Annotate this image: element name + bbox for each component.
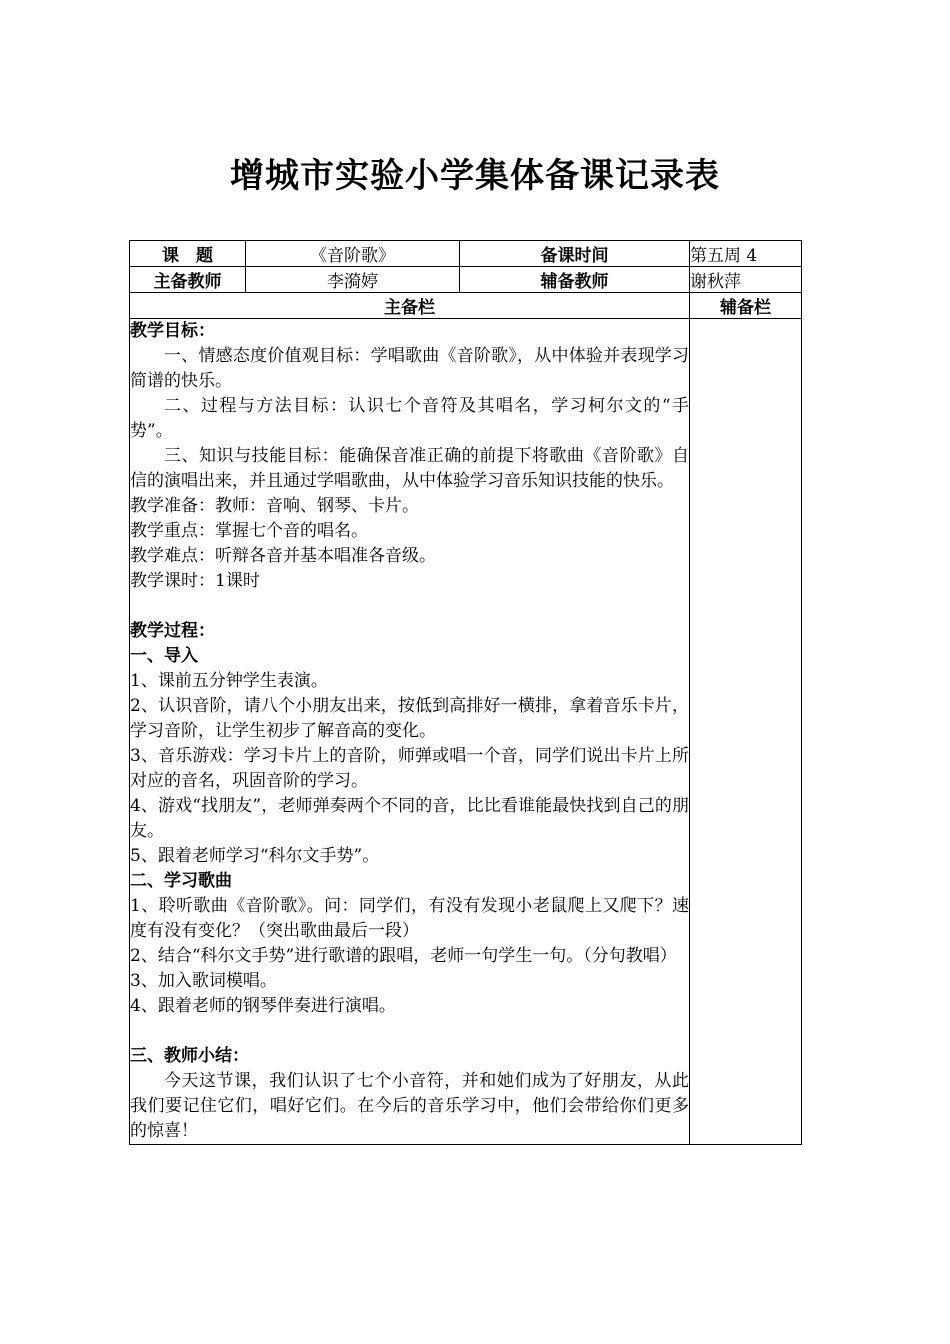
main-content-cell	[130, 319, 690, 1145]
section-1-item-3: 3、音乐游戏：学习卡片上的音阶，师弹或唱一个音，同学们说出卡片上所对应的音名，巩固音阶的学习。	[130, 746, 689, 791]
section-3-heading: 三、教师小结：	[130, 1046, 249, 1066]
time-label: 备课时间	[460, 241, 690, 267]
time-value: 第五周 4	[690, 241, 802, 267]
section-2-item-4: 4、跟着老师的钢琴伴奏进行演唱。	[130, 996, 396, 1016]
assist-teacher-label: 辅备教师	[460, 267, 690, 293]
main-column-header: 主备栏	[130, 293, 690, 319]
process-heading: 教学过程：	[130, 621, 215, 641]
blank-line	[130, 594, 689, 619]
teaching-difficulty: 教学难点：听辩各音并基本唱准各音级。	[130, 546, 436, 566]
section-2-item-3: 3、加入歌词模唱。	[130, 971, 277, 991]
goal-1: 一、情感态度价值观目标：学唱歌曲《音阶歌》，从中体验并表现学习简谱的快乐。	[130, 346, 689, 391]
goal-3: 三、知识与技能目标：能确保音准正确的前提下将歌曲《音阶歌》自信的演唱出来，并且通过学唱歌曲，从中体验学习音乐知识技能的快乐。	[130, 446, 689, 491]
section-2-heading: 二、学习歌曲	[130, 871, 232, 891]
row-topic	[130, 241, 802, 267]
document-title: 增城市实验小学集体备课记录表	[230, 156, 720, 196]
main-teacher-label: 主备教师	[130, 267, 246, 293]
section-1-item-2: 2、认识音阶，请八个小朋友出来，按低到高排好一横排，拿着音乐卡片，学习音阶，让学生初步了解音高的变化。	[130, 696, 689, 741]
topic-label: 课 题	[130, 241, 246, 267]
goal-2: 二、过程与方法目标：认识七个音符及其唱名，学习柯尔文的“手势”。	[130, 396, 689, 441]
blank-line	[130, 1019, 689, 1044]
topic-value: 《音阶歌》	[246, 241, 460, 267]
section-1-item-1: 1、课前五分钟学生表演。	[130, 671, 328, 691]
teaching-hours: 教学课时：1课时	[130, 571, 260, 591]
section-1-item-5: 5、跟着老师学习“科尔文手势”。	[130, 846, 380, 866]
section-2-item-2: 2、结合“科尔文手势”进行歌谱的跟唱，老师一句学生一句。（分句教唱）	[130, 946, 677, 966]
assist-column-header: 辅备栏	[690, 293, 802, 319]
assist-content-cell	[690, 319, 802, 1145]
lesson-record-table	[129, 240, 802, 1145]
main-teacher-value: 李漪婷	[246, 267, 460, 293]
row-teachers	[130, 267, 802, 293]
row-column-headers	[130, 293, 802, 319]
section-1-heading: 一、导入	[130, 646, 198, 666]
teaching-prep: 教学准备：教师：音响、钢琴、卡片。	[130, 496, 419, 516]
section-2-item-1: 1、聆听歌曲《音阶歌》。问：同学们，有没有发现小老鼠爬上又爬下？速度有没有变化？（突出歌曲最后一段）	[130, 896, 689, 941]
teaching-key-point: 教学重点：掌握七个音的唱名。	[130, 521, 368, 541]
row-content	[130, 319, 802, 1145]
summary-text: 今天这节课，我们认识了七个小音符，并和她们成为了好朋友，从此我们要记住它们，唱好它们。在今后的音乐学习中，他们会带给你们更多的惊喜！	[130, 1071, 689, 1141]
section-1-item-4: 4、游戏“找朋友”，老师弹奏两个不同的音，比比看谁能最快找到自己的朋友。	[130, 796, 689, 841]
goals-heading: 教学目标：	[130, 321, 215, 341]
assist-teacher-value: 谢秋萍	[690, 267, 802, 293]
